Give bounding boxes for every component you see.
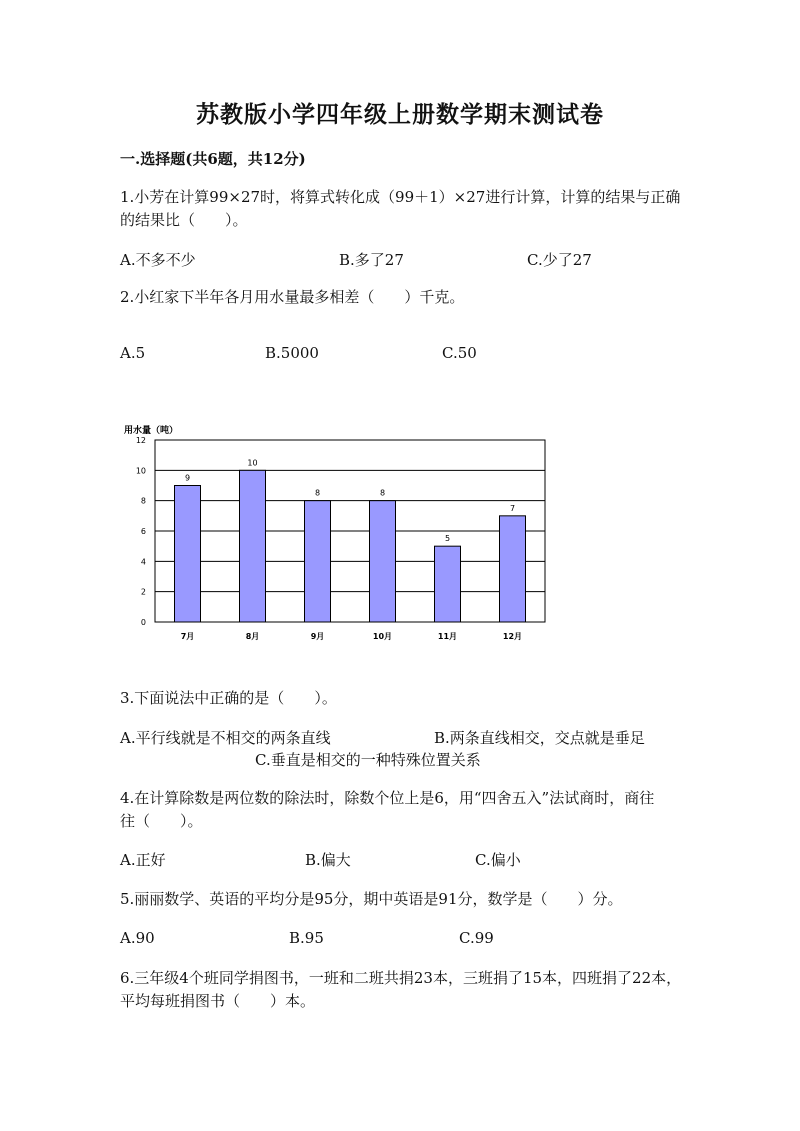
x-tick-label: 11月 (437, 632, 458, 641)
y-tick-label: 10 (135, 466, 146, 476)
q1-option-c[interactable]: C.少了27 (527, 251, 592, 269)
q1-option-b[interactable]: B.多了27 (339, 251, 404, 269)
y-tick-label: 8 (140, 496, 146, 506)
bar-7月 (175, 486, 201, 623)
q5-option-a[interactable]: A.90 (120, 929, 155, 947)
question-1: 1.小芳在计算99×27时，将算式转化成（99＋1）×27进行计算，计算的结果与正确的结果比（ ）。 (120, 188, 681, 229)
data-label: 5 (444, 534, 451, 544)
q3-option-c[interactable]: C.垂直是相交的一种特殊位置关系 (255, 751, 481, 769)
y-tick-label: 6 (140, 527, 146, 536)
data-label: 9 (184, 473, 191, 483)
question-5: 5.丽丽数学、英语的平均分是95分，期中英语是91分，数学是（ ）分。 (120, 890, 623, 908)
x-tick-label: 7月 (180, 632, 195, 641)
section-heading: 一.选择题(共6题，共12分) (120, 150, 306, 168)
question-3: 3.下面说法中正确的是（ ）。 (120, 689, 337, 707)
x-tick-label: 12月 (502, 632, 523, 641)
y-tick-label: 4 (140, 557, 146, 567)
bar-8月 (240, 470, 266, 622)
q5-option-c[interactable]: C.99 (459, 929, 494, 947)
bar-10月 (370, 501, 396, 622)
water-usage-bar-chart (110, 415, 560, 650)
bar-9月 (305, 501, 331, 622)
q2-option-b[interactable]: B.5000 (265, 344, 319, 362)
x-tick-label: 9月 (310, 632, 325, 641)
data-label: 7 (509, 503, 516, 513)
q2-option-c[interactable]: C.50 (442, 344, 477, 362)
x-tick-label: 10月 (372, 632, 393, 641)
bar-12月 (500, 516, 526, 622)
q4-option-b[interactable]: B.偏大 (305, 851, 351, 869)
y-tick-label: 12 (135, 436, 146, 445)
data-label: 8 (314, 488, 321, 498)
chart-ylabel: 用水量（吨） (124, 426, 179, 436)
question-4: 4.在计算除数是两位数的除法时，除数个位上是6，用“四舍五入”法试商时，商往往（ ）。 (120, 789, 655, 830)
question-2: 2.小红家下半年各月用水量最多相差（ ）千克。 (120, 288, 465, 306)
bar-11月 (435, 546, 461, 622)
x-tick-label: 8月 (245, 632, 260, 641)
y-tick-label: 2 (140, 587, 146, 597)
data-label: 8 (379, 488, 386, 498)
page-title: 苏教版小学四年级上册数学期末测试卷 (196, 101, 604, 128)
q4-option-a[interactable]: A.正好 (120, 851, 166, 869)
q3-option-a[interactable]: A.平行线就是不相交的两条直线 (120, 729, 331, 747)
q3-option-b[interactable]: B.两条直线相交，交点就是垂足 (434, 729, 645, 747)
q1-option-a[interactable]: A.不多不少 (120, 251, 196, 269)
q2-option-a[interactable]: A.5 (120, 344, 146, 362)
data-label: 10 (247, 458, 258, 468)
question-6: 6.三年级4个班同学捐图书，一班和二班共捐23本，三班捐了15本，四班捐了22本，平均每班捐图书（ ）本。 (120, 969, 682, 1010)
y-tick-label: 0 (140, 618, 146, 627)
q5-option-b[interactable]: B.95 (289, 929, 324, 947)
q4-option-c[interactable]: C.偏小 (475, 851, 521, 869)
